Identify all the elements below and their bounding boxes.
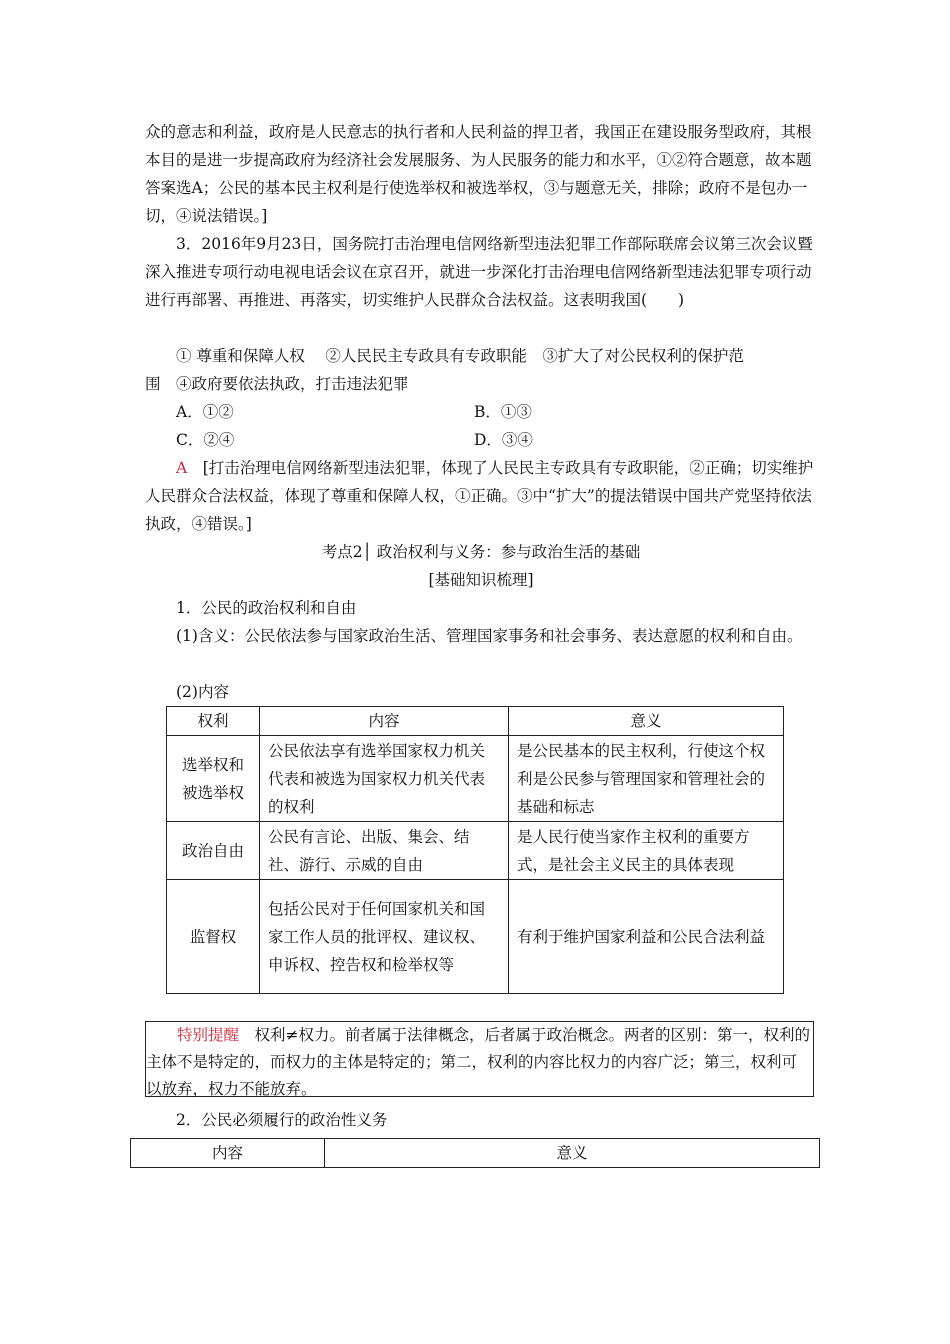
special-reminder-text: 权利≠权力。前者属于法律概念，后者属于政治概念。两者的区别：第一，权利的主体不是特定的，而权力的主体是特定的；第二，权利的内容比权力的内容广泛；第三，权利可以放弃，权力不能放弃。: [146, 1026, 811, 1098]
political-rights-table: [166, 706, 784, 994]
table-cell-meaning: 是公民基本的民主权利，行使这个权利是公民参与管理国家和管理社会的基础和标志: [509, 736, 784, 822]
table-cell-content: 公民依法享有选举国家权力机关代表和被选为国家权力机关代表的权利: [260, 736, 509, 822]
heading-political-rights: 1．公民的政治权利和自由: [176, 599, 357, 617]
table-cell-right: 政治自由: [167, 822, 260, 880]
table-cell-right: 选举权和被选举权: [167, 736, 260, 822]
political-duties-table: [130, 1138, 820, 1168]
special-reminder-box: [145, 1021, 814, 1097]
section-title: 考点2│ 政治权利与义务：参与政治生活的基础: [321, 543, 641, 561]
table-cell-right: 监督权: [167, 880, 260, 994]
table-header-cell: 权利: [167, 707, 260, 736]
intro-paragraph: 众的意志和利益，政府是人民意志的执行者和人民利益的捍卫者，我国正在建设服务型政府，其根本目的是进一步提高政府为经济社会发展服务、为人民服务的能力和水平，①②符合题意，故本题答案选A；公民的基本民主权利是行使选举权和被选举权，③与题意无关，排除；政府不是包办一切，④说法错误。]: [145, 123, 812, 225]
option-b: B．①③: [474, 403, 532, 421]
option-c: C．②④: [176, 431, 235, 449]
option-a: A．①②: [176, 403, 234, 421]
answer-letter: A: [176, 459, 188, 477]
special-reminder-label: 特别提醒: [177, 1026, 240, 1044]
option-d: D．③④: [474, 431, 533, 449]
table-cell-meaning: 是人民行使当家作主权利的重要方式，是社会主义民主的具体表现: [509, 822, 784, 880]
table-cell-content: 包括公民对于任何国家机关和国家工作人员的批评权、建议权、申诉权、控告权和检举权等: [260, 880, 509, 994]
answer-text: [打击治理电信网络新型违法犯罪，体现了人民民主专政具有专政职能，②正确；切实维护人民群众合法权益，体现了尊重和保障人权，①正确。③中“扩大”的提法错误中国共产党坚持依法执政，④错误。]: [145, 459, 814, 533]
table-header-cell: 内容: [131, 1139, 325, 1168]
table-row: [167, 736, 784, 822]
table-header-row: [131, 1139, 820, 1168]
definition-paragraph: (1)含义：公民依法参与国家政治生活、管理国家事务和社会事务、表达意愿的权利和自由。: [176, 627, 803, 645]
table-cell-content: 公民有言论、出版、集会、结社、游行、示威的自由: [260, 822, 509, 880]
table-header-cell: 内容: [260, 707, 509, 736]
question-3-items-line1: ① 尊重和保障人权 ②人民民主专政具有专政职能 ③扩大了对公民权利的保护范: [176, 347, 744, 365]
heading-political-duties: 2．公民必须履行的政治性义务: [176, 1111, 388, 1129]
question-3-stem: 3．2016年9月23日，国务院打击治理电信网络新型违法犯罪工作部际联席会议第三次会议暨深入推进专项行动电视电话会议在京召开，就进一步深化打击治理电信网络新型违法犯罪专项行动进行再部署、再推进、再落实，切实维护人民群众合法权益。这表明我国( ): [145, 235, 813, 309]
subsection-title: [基础知识梳理]: [428, 571, 534, 589]
content-heading: (2)内容: [176, 683, 229, 701]
question-3-items-line2: 围 ④政府要依法执政，打击违法犯罪: [145, 375, 409, 393]
table-row: [167, 822, 784, 880]
table-header-cell: 意义: [325, 1139, 820, 1168]
table-row: [167, 880, 784, 994]
table-cell-meaning: 有利于维护国家利益和公民合法利益: [509, 880, 784, 994]
table-header-cell: 意义: [509, 707, 784, 736]
answer-explanation: [145, 454, 817, 538]
table-header-row: [167, 707, 784, 736]
